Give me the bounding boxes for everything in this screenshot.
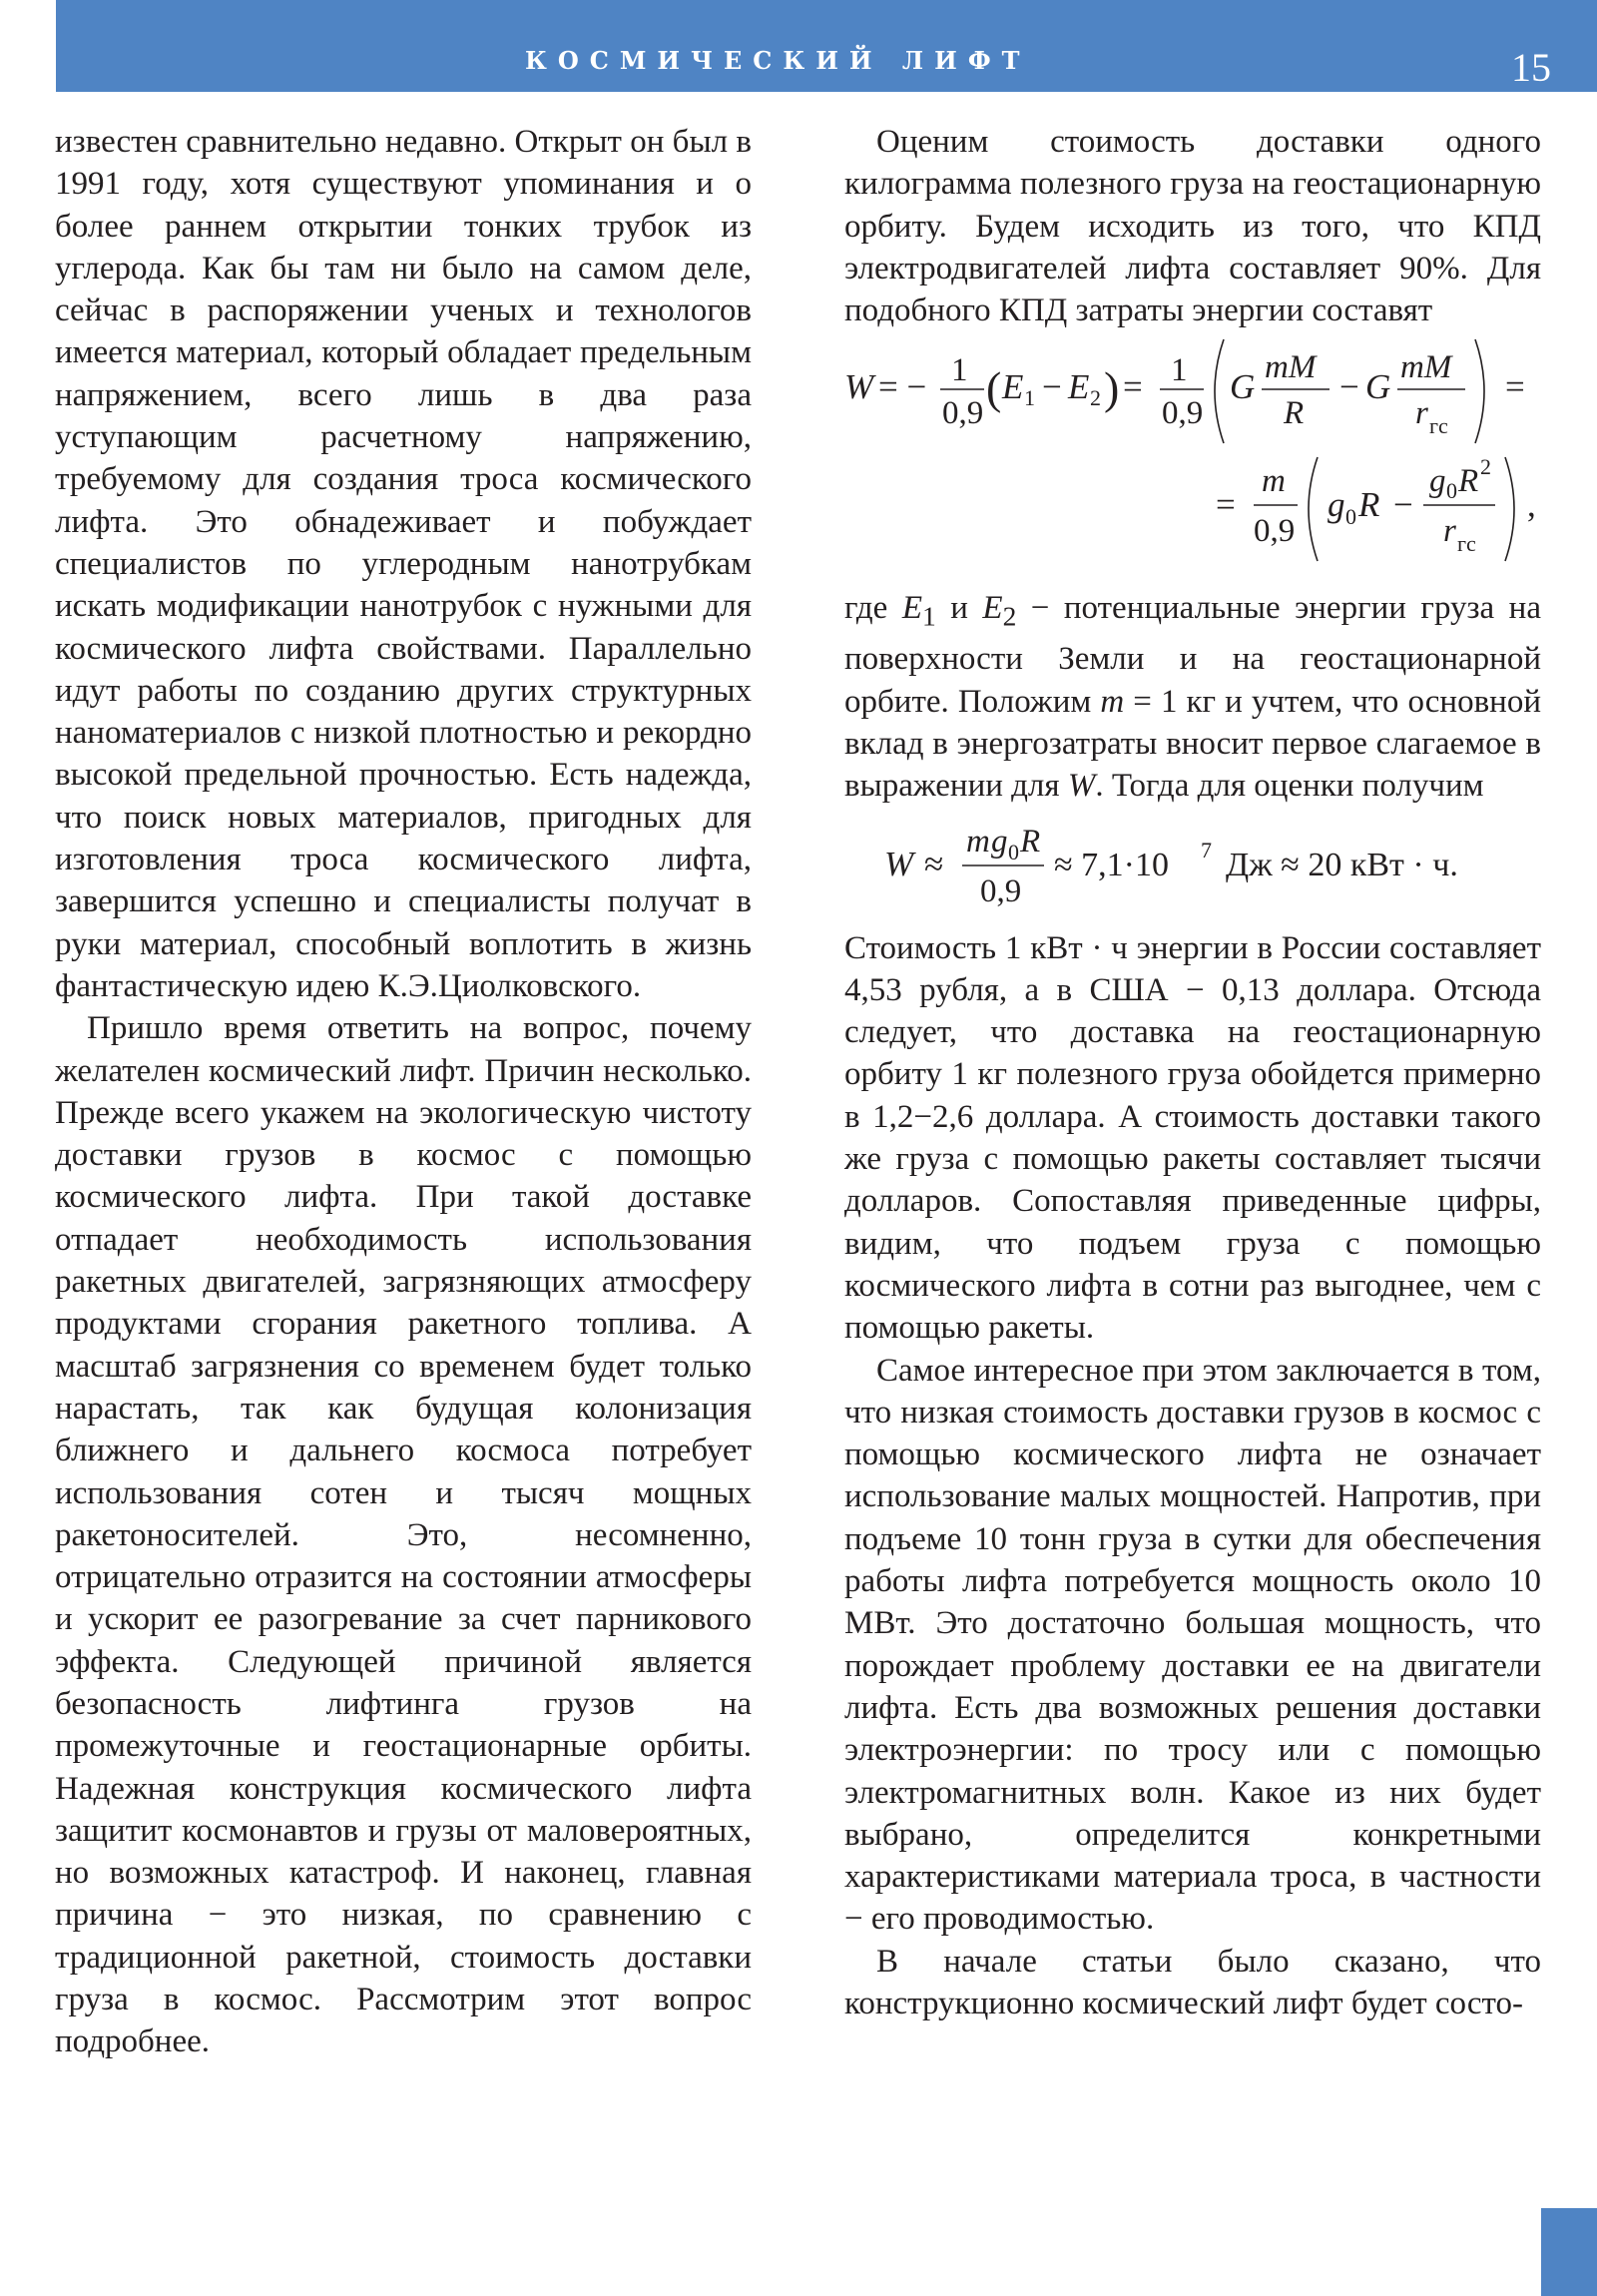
formula-g0r2-r: R [1458,463,1479,500]
p2-e2: E [982,590,1003,627]
formula-m-den: 0,9 [1254,513,1296,550]
estimate-num-g: g [991,823,1008,860]
formula-frac2-num: 1 [1171,352,1188,389]
energy-formula [844,331,1541,587]
right-paragraph-4: Самое интересное при этом заключается в том, что низкая стоимость доставки грузов в космос с помощью космического лифта не означает использование малых мощностей. Напротив, при подъеме 10 тонн груза в сутки для обеспечения работы лифта потребуется мощность около 10 МВт. Это достаточно большая мощность, что порождает проблему доставки ее на двигатели лифта. Есть два возможных решения доставки электроэнергии: по тросу или с помощью электромагнитных волн. Какое из них будет выбрано, определится конкретными характеристиками материала троса, в частности − его проводимостью. [844,1352,1541,1938]
p2-t1: где [844,590,902,627]
energy-formula-svg [844,331,1541,587]
formula-eq-2: = [1505,367,1525,407]
p2-e2-sub: 2 [1002,601,1017,633]
formula-gs-sub-2: гс [1457,531,1476,557]
left-paragraph-1: известен сравнительно недавно. Открыт он был в 1991 году, хотя существуют упоминания и о более раннем открытии тонких трубок из углерода. Как бы там ни было на самом деле, сейчас в распоряжении ученых и технологов имеется материал, который обладает предельным напряжением, всего лишь в два раза уступающим расчетному напряжению, требуемому для создания троса космического лифта. Это обнадеживает и побуждает специалистов по углеродным нанотрубкам искать модификации нанотрубок с нужными для космического лифта свойствами. Параллельно идут работы по созданию других структурных наноматериалов с низкой плотностью и рекордно высокой предельной прочностью. Есть надежда, что поиск новых материалов, пригодных для изготовления троса космического лифта, завершится успешно и специалисты получат в руки материал, способный воплотить в жизнь фантастическую идею К.Э.Циолковского. [55,124,752,1004]
formula-g0-g: g [1328,485,1345,525]
formula-g0-r: R [1358,485,1380,525]
estimate-w: W [884,844,914,883]
formula-end-comma: , [1527,485,1536,525]
formula-g-2: G [1365,367,1391,407]
left-column [55,121,752,2063]
p2-t3: − потенциальные энергии груза на поверхности Земли и на геостационарной орбите. Положим [844,590,1541,720]
corner-accent-block [1541,2208,1597,2296]
right-paragraph-5: В начале статьи было сказано, что конструкционно космический лифт будет состо- [844,1943,1541,2021]
estimate-value: ≈ 7,1·10 [1054,846,1169,883]
right-paragraph-2 [844,587,1541,807]
formula-eq-1: = [1123,367,1143,407]
p2-t5: . Тогда для оценки получим [1095,768,1484,805]
formula-eq-3: = [1216,485,1236,525]
estimate-den: 0,9 [980,872,1022,909]
p2-e1: E [901,590,922,627]
formula-minus-g: − [1339,367,1359,407]
formula-r-gs-1: r [1415,395,1428,432]
formula-e-minus: − [1042,367,1062,407]
formula-paren-close: ) [1104,362,1120,414]
right-paragraph-3: Стоимость 1 кВт · ч энергии в России составляет 4,53 рубля, а в США − 0,13 доллара. Отсюда следует, что доставка на геостационарную орбиту 1 кг полезного груза обойдется примерно в 1,2−2,6 доллара. А стоимость доставки такого же груза с помощью ракеты составляет тысячи долларов. Сопоставляя приведенные цифры, видим, что подъем груза с помощью космического лифта в сотни раз выгоднее, чем с помощью ракеты. [844,929,1541,1347]
formula-frac1-num: 1 [951,352,968,389]
formula-w: W [844,367,874,407]
estimate-approx: ≈ [924,844,944,883]
p2-m: m [1100,683,1125,720]
page-number: 15 [1511,45,1551,90]
formula-frac2-den: 0,9 [1162,395,1204,432]
formula-paren-open: ( [986,362,1002,414]
formula-eq-minus: = − [878,367,927,407]
formula-e1: E [1002,367,1024,407]
formula-g0r2-g: g [1429,463,1446,500]
formula-big-paren-close-1 [1475,339,1484,443]
p2-e1-sub: 1 [922,601,936,633]
formula-mm-1: mM [1265,349,1317,386]
formula-g0-sub: 0 [1345,504,1356,530]
estimate-tail: Дж ≈ 20 кВт · ч. [1226,846,1458,883]
formula-r-1: R [1284,395,1305,432]
formula-frac1-den: 0,9 [942,395,984,432]
formula-m: m [1262,463,1286,500]
right-column [844,121,1541,2024]
left-paragraph-2: Пришло время ответить на вопрос, почему желателен космический лифт. Причин несколько. Прежде всего укажем на экологическую чистоту доставки грузов в космос с помощью космического лифта. При такой доставке отпадает необходимость использования ракетных двигателей, загрязняющих атмосферу продуктами сгорания ракетного топлива. А масштаб загрязнения со временем будет только нарастать, так как будущая колонизация ближнего и дальнего космоса потребует использования сотен и тысяч мощных ракетоносителей. Это, несомненно, отрицательно отразится на состоянии атмосферы и ускорит ее разогревание за счет парникового эффекта. Следующей причиной является безопасность лифтинга грузов на промежуточные и геостационарные орбиты. Надежная конструкция космического лифта защитит космонавтов и грузы от маловероятных, но возможных катастроф. И наконец, главная причина − это низкая, по сравнению с традиционной ракетной, стоимость доставки груза в космос. Рассмотрим этот вопрос подробнее. [55,1010,752,2060]
formula-r-gs-2: r [1443,513,1456,550]
p2-w: W [1067,768,1096,805]
formula-g0r2-sub: 0 [1446,478,1457,504]
estimate-formula-svg [844,808,1541,927]
formula-big-paren-open-2 [1309,457,1318,561]
estimate-num-m: m [966,823,990,860]
estimate-exp: 7 [1201,837,1212,862]
formula-gs-sub-1: гс [1429,413,1448,439]
right-paragraph-1: Оценим стоимость доставки одного килограмма полезного груза на геостационарную орбиту. Будем исходить из того, что КПД электродвигателей лифта составляет 90%. Для подобного КПД затраты энергии составят [844,124,1541,329]
running-title: КОСМИЧЕСКИЙ ЛИФТ [525,46,1031,75]
estimate-num-0: 0 [1008,839,1019,864]
formula-e1-sub: 1 [1024,385,1035,411]
formula-big-paren-close-2 [1505,457,1514,561]
formula-big-paren-open-1 [1215,339,1224,443]
estimate-formula [844,808,1541,927]
p2-t2: и [935,590,983,627]
formula-mm-2: mM [1400,349,1452,386]
formula-g0r2-sq: 2 [1480,454,1491,480]
formula-e2-sub: 2 [1090,385,1101,411]
p2-t4: = 1 кг и учтем, что основной вклад в энергозатраты вносит первое слагаемое в выражении для [844,683,1541,805]
header-bar [56,0,1597,92]
estimate-num-r: R [1020,823,1041,860]
formula-e2: E [1068,367,1090,407]
formula-minus-2: − [1393,485,1413,525]
formula-g-1: G [1230,367,1256,407]
